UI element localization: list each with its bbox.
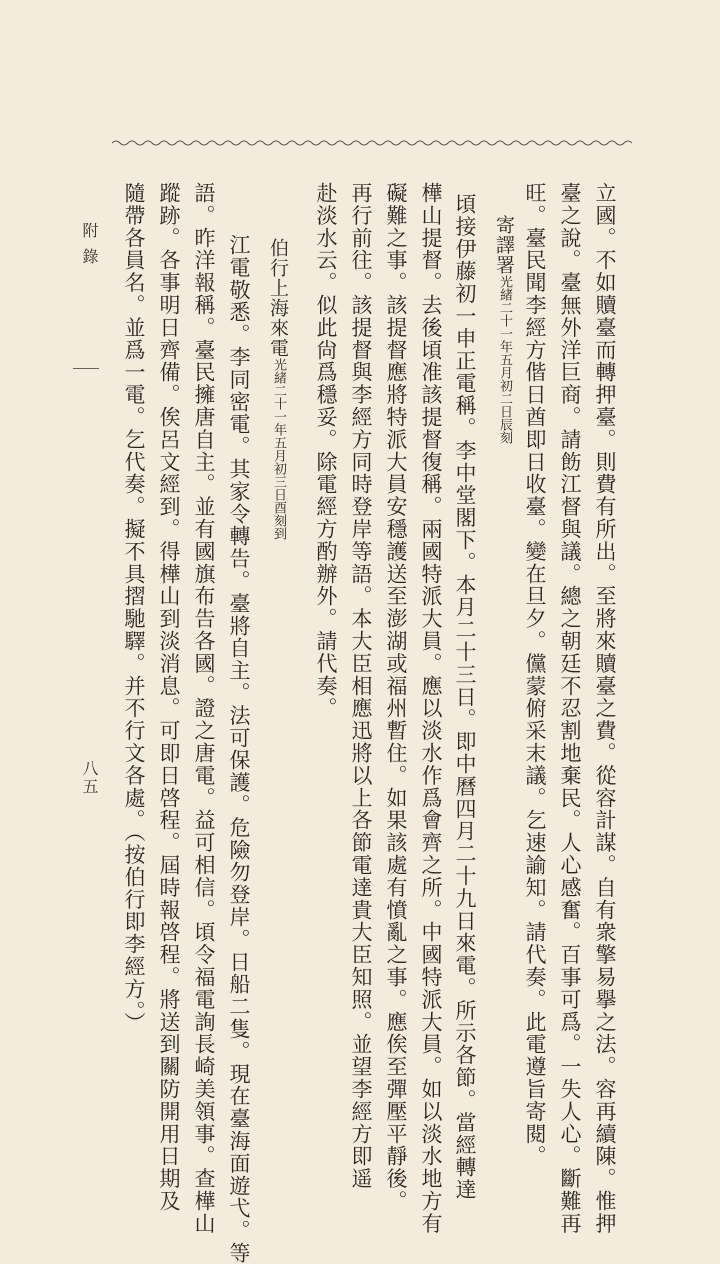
text-column-5: 頃接伊藤初一申正電稱。李中堂閣下。本月二十三日。即中曆四月二十九日來電。所示各節。當經轉達 — [453, 193, 477, 1201]
heading-title-2: 伯行上海來電 — [267, 238, 289, 358]
text-column-6: 樺山提督。去後頃准該提督復稱。兩國特派大員。應以淡水作爲會齊之所。中國特派大員。如以淡水地方有 — [419, 182, 443, 1235]
heading-date-note: 光緒二十一年五月初二日辰刻 — [497, 275, 512, 444]
text-column-3: 旺。臺民聞李經方偕日酋即日收臺。變在旦夕。儻蒙俯采末議。乞速諭知。請代奏。此電遵旨寄閱。 — [523, 182, 547, 1168]
text-column-9: 赴淡水云。似此尙爲穩妥。除電經方酌辦外。請代奏。 — [314, 182, 338, 720]
text-column-8: 再行前往。該提督與李經方同時登岸等語。本大臣相應迅將以上各節電達貴大臣知照。並望李經方即遥 — [349, 182, 373, 1190]
text-column-2: 臺之說。臺無外洋巨商。請飭江督與議。總之朝廷不忍割地棄民。人心感奮。百事可爲。一失人心。斷難再 — [558, 182, 582, 1235]
decorative-wavy-rule — [112, 138, 632, 148]
heading-title: 寄譯署 — [493, 215, 515, 275]
text-column-12: 語。昨洋報稱。臺民擁唐自主。並有國旗布告各國。證之唐電。益可相信。頃令福電詢長崎美領事。查樺山 — [192, 182, 216, 1235]
text-column-11: 江電敬悉。李同密電。其家令轉告。臺將自主。法可保護。危險勿登岸。日船二隻。現在臺海面遊弋。等 — [227, 234, 251, 1264]
text-column-13: 蹤跡。各事明日齊備。俟呂文經到。得樺山到淡消息。可即日啓程。屆時報啓程。將送到關防開用日期及 — [157, 182, 181, 1213]
footer-label: 附錄 — [80, 222, 99, 274]
heading-column-1 — [494, 215, 513, 444]
footer-rule — [73, 368, 99, 369]
text-column-7: 礙難之事。該提督應將特派大員安穩護送至澎湖或福州暫住。如果該處有憤亂之事。應俟至彈壓平靜後。 — [384, 182, 408, 1213]
heading-column-2 — [268, 238, 287, 540]
page-number: 八五 — [80, 760, 99, 796]
heading-date-note-2: 光緒二十一年五月初三日酉刻到 — [271, 358, 286, 540]
text-column-1: 立國。不如贖臺而轉押臺。則費有所出。至將來贖臺之費。從容計謀。自有衆擎易擧之法。容再續陳。惟押 — [593, 182, 617, 1235]
text-column-14: 隨帶各員名。並爲一電。乞代奏。擬不具摺馳驛。并不行文各處。（按伯行即李經方。） — [122, 182, 146, 1035]
